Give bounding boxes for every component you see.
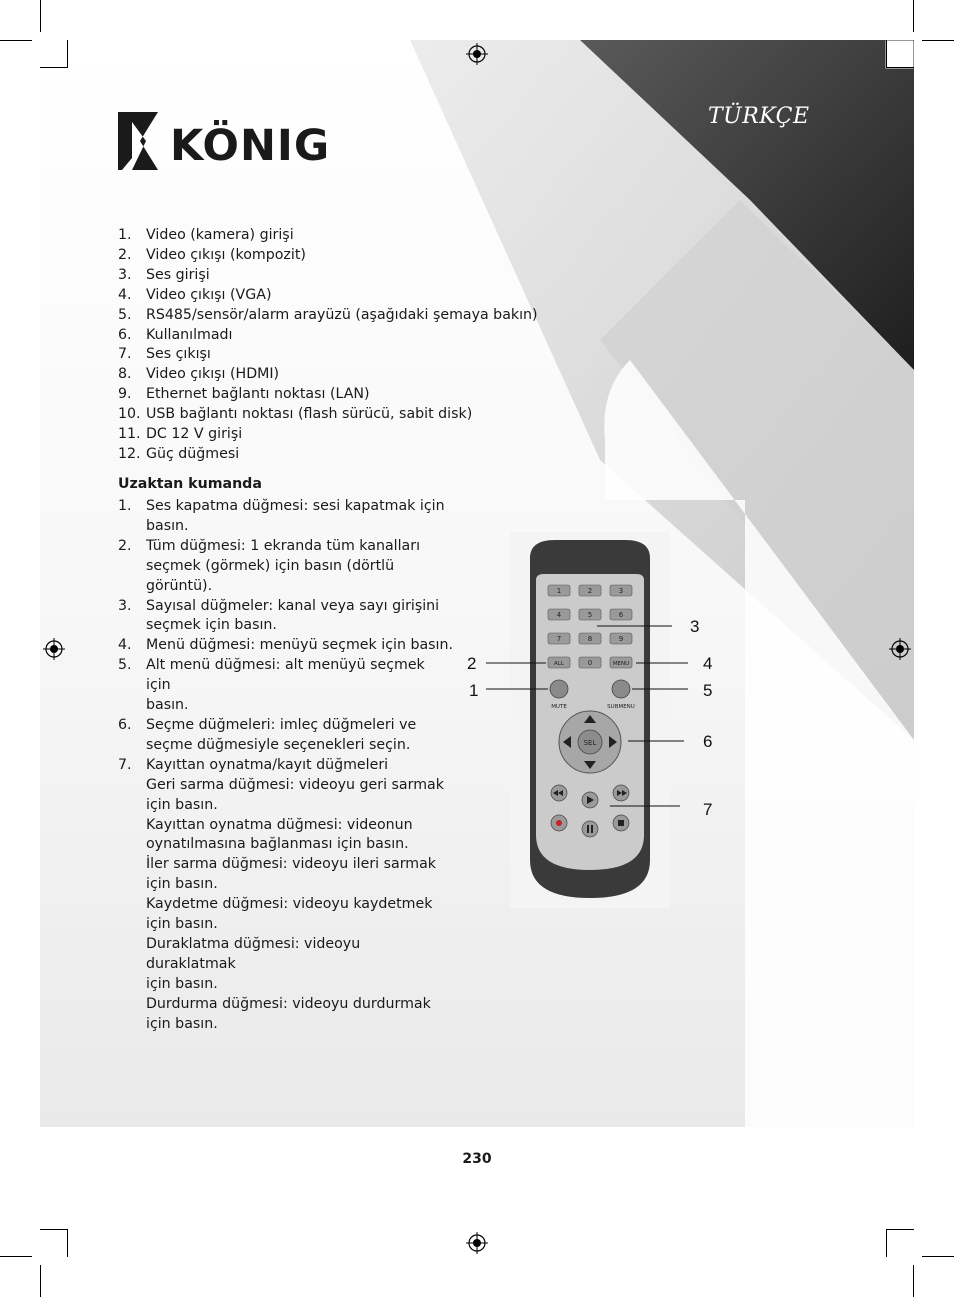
list-item-line: basın. (146, 517, 189, 534)
list-item (118, 636, 453, 656)
list-item-text: Video (kamera) girişi (146, 227, 294, 243)
list-item-line: oynatılmasına bağlanması için basın. (146, 836, 409, 853)
crop-mark (40, 1229, 68, 1230)
list-item (118, 497, 453, 537)
callout-7: 7 (703, 800, 713, 819)
key-1: 1 (556, 587, 562, 595)
crop-mark (40, 0, 41, 32)
crop-mark (886, 1229, 887, 1257)
list-item (118, 326, 538, 346)
key-8: 8 (587, 635, 593, 643)
list-item-number: 2. (118, 537, 132, 554)
list-item-line: için basın. (146, 876, 218, 893)
key-3: 3 (618, 587, 624, 595)
crop-mark (922, 1256, 954, 1257)
key-7: 7 (556, 635, 562, 643)
list-item-text: RS485/sensör/alarm arayüzü (aşağıdaki şemaya bakın) (146, 306, 538, 323)
list-item (118, 226, 538, 246)
list-item-line: seçmek için basın. (146, 617, 277, 634)
list-item-line: için basın. (146, 1015, 218, 1032)
registration-mark-icon (889, 638, 911, 660)
crop-mark (67, 40, 68, 68)
list-item-text: Video çıkışı (kompozit) (146, 246, 306, 263)
list-item (118, 365, 538, 385)
list-item-text: Ethernet bağlantı noktası (LAN) (146, 386, 370, 403)
list-item (118, 345, 538, 365)
list-item (118, 246, 538, 266)
konig-logo (118, 112, 342, 172)
list-item-text: Video çıkışı (VGA) (146, 286, 272, 303)
registration-mark-icon (43, 638, 65, 660)
mute-button-icon (550, 680, 568, 698)
logo-text: KÖNIG (170, 121, 331, 171)
callout-3: 3 (690, 617, 700, 636)
list-item (118, 286, 538, 306)
crop-mark (913, 0, 914, 32)
crop-mark (886, 67, 914, 68)
registration-mark-icon (466, 43, 488, 65)
list-item-line: Kaydetme düğmesi: videoyu kaydetmek (146, 896, 433, 913)
crop-mark (40, 67, 68, 68)
callout-1: 1 (469, 681, 479, 700)
remote-buttons-list (118, 497, 453, 1034)
list-item (118, 405, 538, 425)
list-item (118, 425, 538, 445)
list-item-text: Kullanılmadı (146, 326, 233, 343)
key-5: 5 (587, 611, 593, 619)
list-item-line: görüntü). (146, 577, 213, 594)
list-item-text: Ses çıkışı (146, 346, 211, 363)
list-item-line: Geri sarma düğmesi: videoyu geri sarmak (146, 776, 444, 793)
remote-control-illustration (460, 530, 730, 910)
mute-label: MUTE (551, 704, 567, 710)
callout-4: 4 (703, 654, 713, 673)
list-item-line: Kayıttan oynatma düğmesi: videonun (146, 816, 413, 833)
list-item-line: seçmek (görmek) için basın (dörtlü (146, 557, 395, 574)
submenu-label: SUBMENU (607, 704, 635, 710)
list-item-number: 8. (118, 366, 132, 383)
callout-2: 2 (467, 654, 477, 673)
callout-6: 6 (703, 732, 713, 751)
list-item-line: için basın. (146, 796, 218, 813)
list-item-line: İler sarma düğmesi: videoyu ileri sarmak (146, 856, 437, 873)
key-all: ALL (554, 661, 564, 667)
key-4: 4 (556, 611, 562, 619)
list-item-number: 11. (118, 426, 141, 443)
page-number: 230 (462, 1151, 492, 1167)
list-item-line: Kayıttan oynatma/kayıt düğmeleri (146, 756, 389, 773)
list-item (118, 597, 453, 637)
list-item-text: Video çıkışı (HDMI) (146, 366, 280, 383)
callout-5: 5 (703, 681, 713, 700)
list-item-line: için basın. (146, 916, 218, 933)
list-item (118, 445, 538, 465)
list-item-number: 12. (118, 445, 141, 462)
list-item-line: Duraklatma düğmesi: videoyu duraklatmak (146, 935, 361, 972)
list-item (118, 756, 453, 1035)
key-6: 6 (618, 611, 624, 619)
list-item (118, 537, 453, 597)
list-item-number: 4. (118, 286, 132, 303)
list-item-line: Durdurma düğmesi: videoyu durdurmak (146, 995, 431, 1012)
list-item-number: 6. (118, 716, 132, 733)
list-item-text: Güç düğmesi (146, 445, 240, 462)
crop-mark (40, 1265, 41, 1297)
list-item-number: 9. (118, 386, 132, 403)
list-item-line: Menü düğmesi: menüyü seçmek için basın. (146, 637, 453, 654)
key-menu: MENU (612, 661, 630, 667)
connections-list (118, 226, 538, 465)
list-item-number: 4. (118, 637, 132, 654)
list-item-line: Sayısal düğmeler: kanal veya sayı girişini (146, 597, 440, 614)
pause-icon (582, 821, 598, 837)
crop-mark (0, 1256, 32, 1257)
list-item-line: Tüm düğmesi: 1 ekranda tüm kanalları (146, 537, 421, 554)
list-item-line: seçme düğmesiyle seçenekleri seçin. (146, 736, 411, 753)
list-item-number: 2. (118, 246, 132, 263)
language-label: TÜRKÇE (708, 104, 810, 129)
list-item (118, 656, 453, 716)
list-item-number: 5. (118, 657, 132, 674)
list-item-number: 10. (118, 406, 141, 423)
list-item-line: Ses kapatma düğmesi: sesi kapatmak için (146, 498, 445, 514)
crop-mark (913, 1265, 914, 1297)
key-2: 2 (587, 587, 593, 595)
list-item-number: 3. (118, 266, 132, 283)
list-item-number: 7. (118, 756, 132, 773)
list-item-line: basın. (146, 697, 189, 714)
key-0: 0 (587, 659, 593, 667)
crop-mark (886, 1229, 914, 1230)
remote-heading: Uzaktan kumanda (118, 476, 262, 492)
crop-mark (67, 1229, 68, 1257)
list-item (118, 306, 538, 326)
list-item-number: 1. (118, 227, 132, 243)
list-item-line: için basın. (146, 975, 218, 992)
list-item (118, 716, 453, 756)
list-item (118, 385, 538, 405)
list-item-text: USB bağlantı noktası (flash sürücü, sabit disk) (146, 406, 473, 423)
list-item-number: 1. (118, 498, 132, 514)
list-item-text: Ses girişi (146, 266, 210, 283)
list-item (118, 266, 538, 286)
key-9: 9 (618, 635, 624, 643)
crop-mark (0, 40, 32, 41)
crop-mark (886, 40, 887, 68)
key-sel: SEL (583, 739, 597, 747)
crop-mark (922, 40, 954, 41)
submenu-button-icon (612, 680, 630, 698)
registration-mark-icon (466, 1232, 488, 1254)
list-item-number: 7. (118, 346, 132, 363)
list-item-line: Seçme düğmeleri: imleç düğmeleri ve (146, 716, 417, 733)
list-item-number: 3. (118, 597, 132, 614)
list-item-line: Alt menü düğmesi: alt menüyü seçmek için (146, 657, 425, 694)
list-item-number: 5. (118, 306, 132, 323)
list-item-text: DC 12 V girişi (146, 426, 243, 443)
list-item-number: 6. (118, 326, 132, 343)
